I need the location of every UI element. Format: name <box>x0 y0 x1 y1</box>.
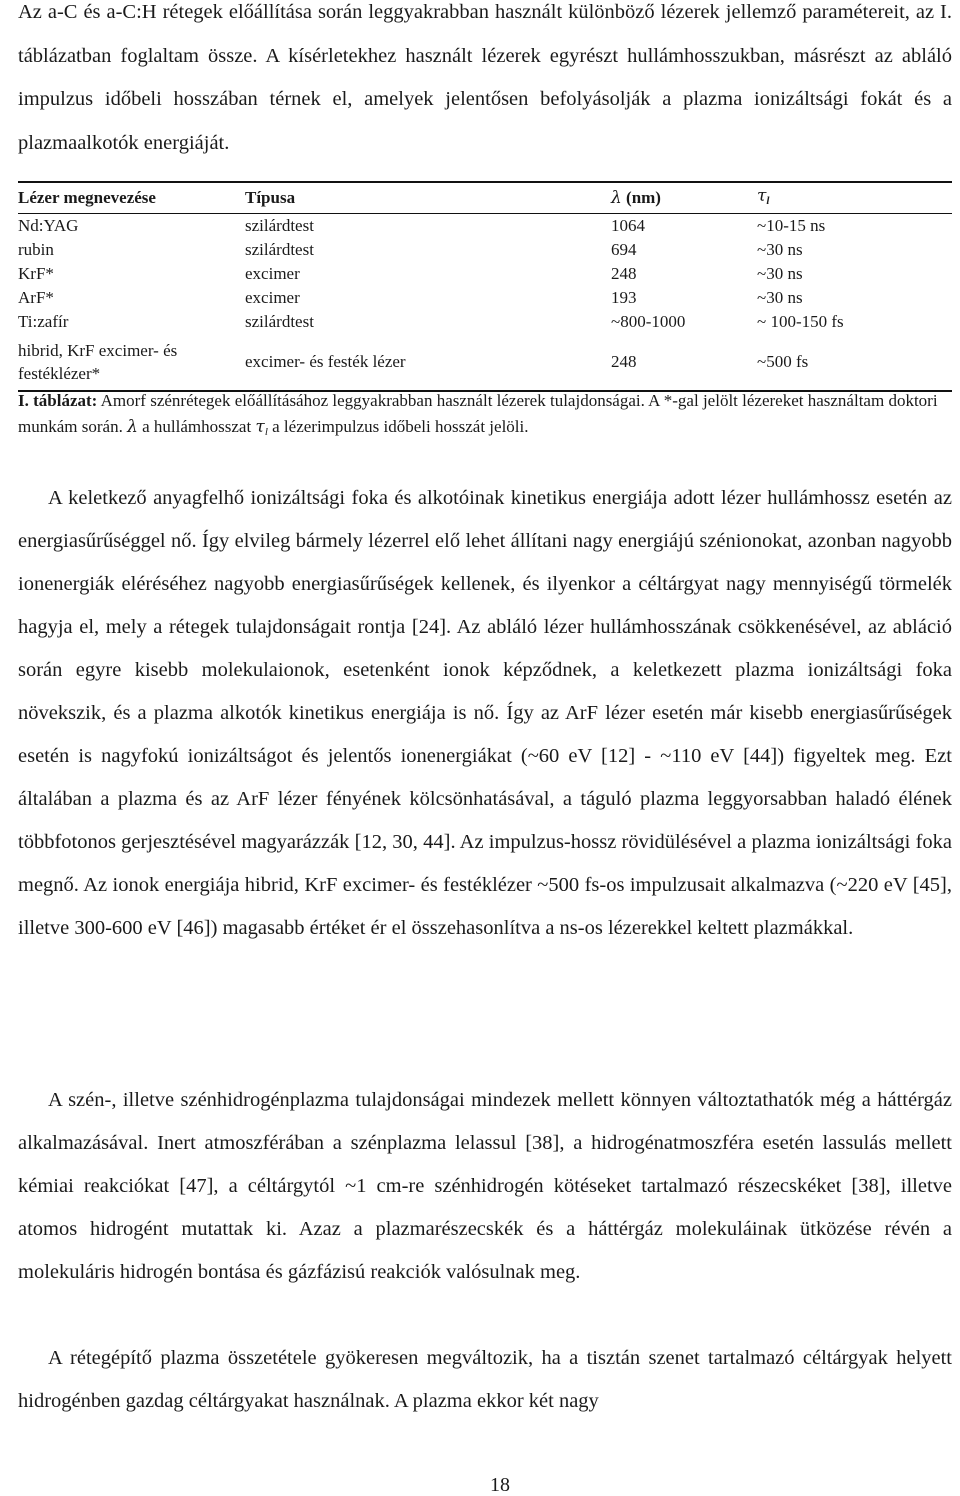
table-caption <box>18 388 938 445</box>
lambda-symbol: λ <box>611 188 622 208</box>
table-row <box>18 334 952 391</box>
cell-laser-name <box>18 334 245 391</box>
caption-text-c: a lézerimpulzus időbeli hosszát jelöli. <box>267 417 529 436</box>
caption-text-b: a hullámhosszat <box>137 417 256 436</box>
header-laser-name: Lézer megnevezése <box>18 182 245 214</box>
table-row <box>18 310 952 334</box>
caption-text-a: Amorf szénrétegek előállításához leggyakrabban használt lézerek tulajdonságai. A *-gal jelölt lézereket használtam doktori munkám során. <box>18 391 938 436</box>
cell-wavelength: 193 <box>611 288 637 307</box>
cell-laser-name: Nd:YAG <box>18 216 79 235</box>
cell-type: excimer <box>245 264 300 283</box>
cell-pulse-length: ~10-15 ns <box>757 216 826 235</box>
header-type: Típusa <box>245 182 611 214</box>
cell-pulse-length: ~30 ns <box>757 264 803 283</box>
page-number: 18 <box>490 1474 510 1496</box>
body-paragraph-2: A szén-, illetve szénhidrogénplazma tulajdonságai mindezek mellett könnyen változtathatók még a háttérgáz alkalmazásával. Inert atmoszférában a szénplazma lelassul [38], a hidrogénatmoszféra esetén lassulás mellett kémiai reakciókat [47], a céltárgytól ~1 cm-re szénhidrogén kötéseket tartalmazó részecskéket [38], illetve atomos hidrogént mutattak ki. Azaz a plazmarészecskék és a háttérgáz molekuláinak ütközése révén a molekuláris hidrogén bontása és gázfázisú reakciók valósulnak meg. <box>18 1089 952 1283</box>
cell-laser-name-line1: hibrid, KrF excimer- és <box>18 341 178 360</box>
table-row <box>18 238 952 262</box>
cell-wavelength: 1064 <box>611 216 645 235</box>
cell-laser-name: Ti:zafír <box>18 312 69 331</box>
cell-laser-name: KrF* <box>18 264 54 283</box>
cell-pulse-length: ~30 ns <box>757 240 803 259</box>
tau-symbol: τ <box>757 185 767 206</box>
cell-wavelength: 694 <box>611 240 637 259</box>
cell-pulse-length: ~ 100-150 fs <box>757 312 844 331</box>
header-wavelength <box>611 182 757 214</box>
caption-tau-subscript: l <box>264 426 268 438</box>
cell-type: szilárdtest <box>245 312 314 331</box>
cell-type: excimer- és festék lézer <box>245 334 611 391</box>
body-paragraph-1: A keletkező anyagfelhő ionizáltsági foka és alkotóinak kinetikus energiája adott lézer hullámhossz esetén az energiasűrűséggel nő. Így elvileg bármely lézerrel elő lehet állítani nagy energiájú szénionokat, azonban nagyobb ionenergiák eléréséhez nagyobb energiasűrűségek kellenek, és ilyenkor a céltárgyat nagy mennyiségű törmelék hagyja el, mely a rétegek tulajdonságait rontja [24]. Az abláló lézer hullámhosszának csökkenésével, az abláció során egyre kisebb molekulaionok, esetenként ionok képződnek, a keletkezett plazma ionizáltsági foka növekszik, és a plazma alkotók kinetikus energiája is nő. Így az ArF lézer esetén már kisebb energiasűrűségek esetén is nagyfokú ionizáltságot és jelentős ionenergiákat (~60 eV [12] - ~110 eV [44]) figyeltek meg. Ezt általában a plazma és az ArF lézer fényének kölcsönhatásával, a táguló plazma leggyorsabban haladó élének többfotonos gerjesztésével magyarázzák [12, 30, 44]. Az impulzus-hossz rövidülésével a plazma ionizáltsági foka megnő. Az ionok energiája hibrid, KrF excimer- és festéklézer ~500 fs-os impulzusait alkalmazva (~220 eV [45], illetve 300-600 eV [46]) magasabb értéket ér el összehasonlítva a ns-os lézerekkel keltett plazmákkal. <box>18 487 952 939</box>
cell-wavelength: ~800-1000 <box>611 312 686 331</box>
wavelength-unit: (nm) <box>626 188 661 207</box>
table-row <box>18 262 952 286</box>
caption-label: I. táblázat: <box>18 391 98 410</box>
cell-laser-name: rubin <box>18 240 54 259</box>
header-pulse-length <box>757 182 952 214</box>
laser-parameters-table <box>18 181 952 392</box>
cell-wavelength: 248 <box>611 264 637 283</box>
intro-paragraph: Az a-C és a-C:H rétegek előállítása során leggyakrabban használt különböző lézerek jellemző paramétereit, az I. táblázatban foglaltam össze. A kísérletekhez használt lézerek egyrészt hullámhosszukban, másrészt az abláló impulzus időbeli hosszában térnek el, amelyek jelentősen befolyásolják a plazma ionizáltsági fokát és a plazmaalkotók energiáját. <box>18 1 952 154</box>
cell-type: szilárdtest <box>245 216 314 235</box>
cell-type: excimer <box>245 288 300 307</box>
table-row <box>18 286 952 310</box>
cell-type: szilárdtest <box>245 240 314 259</box>
body-paragraph-3: A rétegépítő plazma összetétele gyökeresen megváltozik, ha a tisztán szenet tartalmazó céltárgyak helyett hidrogénben gazdag céltárgyakat használnak. A plazma ekkor két nagy <box>18 1347 952 1412</box>
table-row <box>18 214 952 239</box>
cell-pulse-length: ~30 ns <box>757 288 803 307</box>
cell-laser-name: ArF* <box>18 288 54 307</box>
cell-wavelength: 248 <box>611 334 757 391</box>
caption-lambda-symbol: λ <box>127 417 138 437</box>
tau-subscript: l <box>766 194 770 207</box>
table-header-row <box>18 182 952 214</box>
cell-pulse-length: ~500 fs <box>757 334 952 391</box>
caption-tau-symbol: τ <box>255 417 265 437</box>
cell-laser-name-line2: festéklézer* <box>18 364 101 383</box>
